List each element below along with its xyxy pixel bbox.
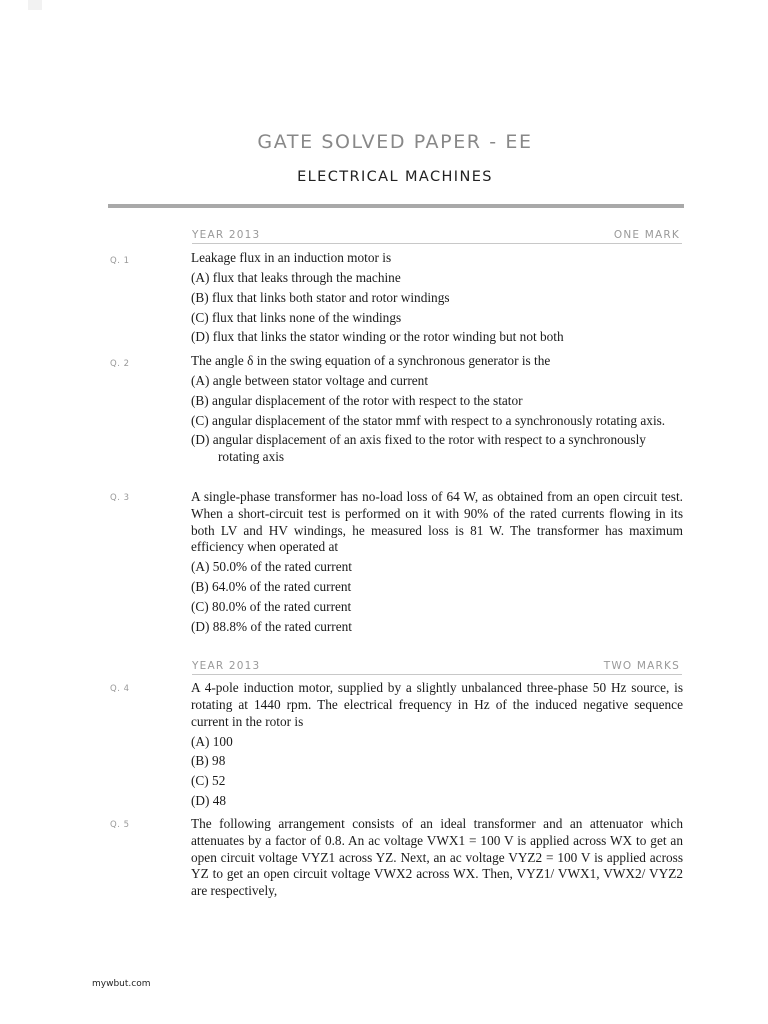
question-block — [191, 816, 683, 900]
section-marks-label: TWO MARKS — [603, 660, 680, 672]
chapter-title: ELECTRICAL MACHINES — [297, 169, 493, 185]
question-number: Q. 1 — [110, 256, 130, 266]
document-title: GATE SOLVED PAPER - EE — [257, 131, 533, 153]
option-b: (B) 64.0% of the rated current — [191, 579, 352, 595]
question-block — [191, 353, 683, 465]
question-stem: Leakage flux in an induction motor is — [191, 250, 392, 265]
option-c: (C) flux that links none of the windings — [191, 309, 402, 325]
option-c: (C) 80.0% of the rated current — [191, 599, 352, 615]
question-number: Q. 4 — [110, 684, 130, 694]
question-number: Q. 3 — [110, 493, 130, 503]
title-divider — [108, 204, 684, 208]
section-marks-label: ONE MARK — [613, 229, 680, 241]
section-divider — [192, 243, 682, 244]
option-b: (B) angular displacement of the rotor with respect to the stator — [191, 392, 523, 408]
option-c: (C) 52 — [191, 773, 226, 789]
question-block — [191, 489, 683, 635]
option-d: (D) 88.8% of the rated current — [191, 618, 352, 634]
question-stem: A 4-pole induction motor, supplied by a slightly unbalanced three-phase 50 Hz source, is rotating at 1440 rpm. The electrical frequency in Hz of the induced negative sequence current in the rotor is — [191, 680, 683, 729]
section-header-two-marks — [192, 660, 680, 672]
option-b: (B) 98 — [191, 753, 226, 769]
page-corner-mark — [28, 0, 42, 10]
section-year-label: YEAR 2013 — [192, 229, 261, 241]
question-block — [191, 250, 683, 346]
question-number: Q. 2 — [110, 359, 130, 369]
question-stem: A single-phase transformer has no-load loss of 64 W, as obtained from an open circuit test. When a short-circuit test is performed on it with 90% of the rated currents flowing in its both LV and HV windings, he measured loss is 81 W. The transformer has maximum efficiency when operated at — [191, 489, 683, 555]
question-stem: The angle δ in the swing equation of a synchronous generator is the — [191, 353, 551, 368]
option-a: (A) angle between stator voltage and current — [191, 373, 429, 389]
option-a: (A) flux that leaks through the machine — [191, 270, 401, 286]
option-d: (D) 48 — [191, 793, 227, 809]
section-year-label: YEAR 2013 — [192, 660, 261, 672]
option-a: (A) 100 — [191, 733, 233, 749]
option-c: (C) angular displacement of the stator mmf with respect to a synchronously rotating axis. — [191, 412, 666, 428]
option-d: (D) flux that links the stator winding or the rotor winding but not both — [191, 329, 564, 345]
option-b: (B) flux that links both stator and rotor windings — [191, 289, 450, 305]
question-stem: The following arrangement consists of an ideal transformer and an attenuator which attenuates by a factor of 0.8. An ac voltage VWX1 = 100 V is applied across WX to get an open circuit voltage VYZ1 across YZ. Next, an ac voltage VYZ2 = 100 V is applied across YZ to get an open circuit voltage VWX2 across WX. Then, VYZ1/ VWX1, VWX2/ VYZ2 are respectively, — [191, 816, 683, 899]
option-d: (D) angular displacement of an axis fixed to the rotor with respect to a synchronously rotating axis — [191, 432, 646, 464]
section-divider — [192, 674, 682, 675]
question-block — [191, 680, 683, 810]
section-header-one-mark — [192, 229, 680, 241]
footer-site-link[interactable]: mywbut.com — [92, 979, 151, 989]
question-number: Q. 5 — [110, 820, 130, 830]
option-a: (A) 50.0% of the rated current — [191, 559, 352, 575]
